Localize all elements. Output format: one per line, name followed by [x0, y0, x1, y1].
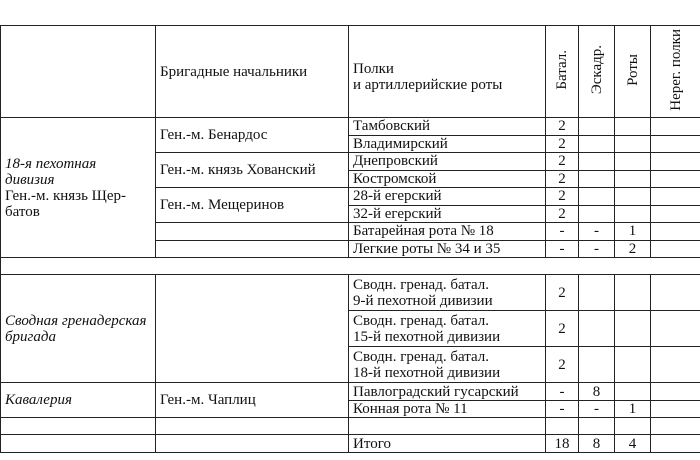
spacer-cell	[1, 258, 700, 275]
companies-value	[615, 153, 651, 171]
spacer-cell	[1, 418, 156, 435]
companies-value	[615, 205, 651, 223]
irregular-value	[651, 275, 700, 311]
battalions-value: 2	[546, 153, 579, 171]
battalions-value: 2	[546, 188, 579, 206]
unit-name: Днепровский	[349, 153, 546, 171]
battalions-value: -	[546, 240, 579, 258]
battalions-value: -	[546, 400, 579, 418]
irregular-value	[651, 153, 700, 171]
header-brigade-chiefs: Бригадные начальники	[156, 26, 349, 118]
unit-name: 32-й егерский	[349, 205, 546, 223]
spacer-cell	[546, 418, 579, 435]
total-squadrons: 8	[579, 435, 615, 453]
spacer-row	[1, 258, 700, 275]
squadrons-value	[579, 118, 615, 136]
division-18-name-line1: 18-я пехотная	[5, 155, 97, 172]
battalions-value: 2	[546, 311, 579, 347]
unit-name	[349, 347, 546, 383]
unit-name-line1: Сводн. гренад. батал.	[353, 276, 490, 293]
battalions-value: 2	[546, 135, 579, 153]
table-row	[1, 118, 700, 136]
irregular-value	[651, 170, 700, 188]
companies-value	[615, 188, 651, 206]
grenadier-name-line1: Сводная гренадерская	[5, 312, 147, 329]
header-squadrons: Эскадр.	[579, 26, 615, 118]
battalions-value: 2	[546, 275, 579, 311]
total-irregular	[651, 435, 700, 453]
header-regiments	[349, 26, 546, 118]
irregular-value	[651, 347, 700, 383]
squadrons-value	[579, 153, 615, 171]
companies-value	[615, 118, 651, 136]
unit-name-line2: 18-й пехотной дивизии	[353, 364, 501, 381]
irregular-value	[651, 400, 700, 418]
unit-name: 28-й егерский	[349, 188, 546, 206]
empty-chief-cell	[156, 223, 349, 241]
companies-value: 1	[615, 223, 651, 241]
battalions-value: 2	[546, 205, 579, 223]
companies-value	[615, 311, 651, 347]
total-label: Итого	[349, 435, 546, 453]
header-formation	[1, 26, 156, 118]
squadrons-value	[579, 205, 615, 223]
unit-name: Костромской	[349, 170, 546, 188]
spacer-cell	[156, 418, 349, 435]
spacer-row	[1, 418, 700, 435]
irregular-value	[651, 311, 700, 347]
total-companies: 4	[615, 435, 651, 453]
unit-name	[349, 311, 546, 347]
empty-chief-cell	[156, 240, 349, 258]
total-row	[1, 435, 700, 453]
unit-name-line2: 9-й пехотной дивизии	[353, 292, 493, 309]
irregular-value	[651, 118, 700, 136]
squadrons-value	[579, 170, 615, 188]
header-row	[1, 26, 700, 118]
squadrons-value: -	[579, 223, 615, 241]
companies-value: 2	[615, 240, 651, 258]
battalions-value: 2	[546, 347, 579, 383]
cavalry-cell: Кавалерия	[1, 383, 156, 418]
brigade-chief-2: Ген.-м. князь Хованский	[156, 153, 349, 188]
irregular-value	[651, 135, 700, 153]
unit-name: Легкие роты № 34 и 35	[349, 240, 546, 258]
unit-name: Тамбовский	[349, 118, 546, 136]
spacer-cell	[651, 418, 700, 435]
squadrons-value	[579, 135, 615, 153]
header-regiments-line2: и артиллерийские роты	[353, 76, 503, 93]
brigade-chief-3: Ген.-м. Мещеринов	[156, 188, 349, 223]
unit-name: Павлоградский гусарский	[349, 383, 546, 401]
irregular-value	[651, 188, 700, 206]
table-row	[1, 383, 700, 401]
irregular-value	[651, 205, 700, 223]
spacer-cell	[349, 418, 546, 435]
unit-name	[349, 275, 546, 311]
squadrons-value: -	[579, 240, 615, 258]
division-18-cell	[1, 118, 156, 258]
cavalry-chief: Ген.-м. Чаплиц	[156, 383, 349, 418]
unit-name: Конная рота № 11	[349, 400, 546, 418]
squadrons-value	[579, 347, 615, 383]
division-18-commander-line1: Ген.-м. князь Щер-	[5, 187, 126, 204]
unit-name: Батарейная рота № 18	[349, 223, 546, 241]
squadrons-value: 8	[579, 383, 615, 401]
companies-value	[615, 383, 651, 401]
irregular-value	[651, 240, 700, 258]
spacer-cell	[615, 418, 651, 435]
unit-name-line2: 15-й пехотной дивизии	[353, 328, 501, 345]
order-of-battle-table	[0, 25, 700, 453]
companies-value	[615, 170, 651, 188]
battalions-value: 2	[546, 170, 579, 188]
squadrons-value	[579, 188, 615, 206]
companies-value	[615, 135, 651, 153]
table-row	[1, 275, 700, 311]
companies-value: 1	[615, 400, 651, 418]
squadrons-value	[579, 311, 615, 347]
battalions-value: -	[546, 223, 579, 241]
division-18-commander-line2: батов	[5, 203, 40, 220]
brigade-chief-1: Ген.-м. Бенардос	[156, 118, 349, 153]
empty-cell	[156, 435, 349, 453]
battalions-value: -	[546, 383, 579, 401]
grenadier-name-line2: бригада	[5, 328, 56, 345]
header-regiments-line1: Полки	[353, 60, 394, 77]
header-battalions: Батал.	[546, 26, 579, 118]
squadrons-value	[579, 275, 615, 311]
battalions-value: 2	[546, 118, 579, 136]
grenadier-brigade-cell	[1, 275, 156, 383]
header-irregular: Нерег. полки	[651, 26, 700, 118]
spacer-cell	[579, 418, 615, 435]
unit-name: Владимирский	[349, 135, 546, 153]
irregular-value	[651, 383, 700, 401]
division-18-name-line2: дивизия	[5, 171, 55, 188]
empty-cell	[1, 435, 156, 453]
squadrons-value: -	[579, 400, 615, 418]
companies-value	[615, 347, 651, 383]
unit-name-line1: Сводн. гренад. батал.	[353, 312, 490, 329]
companies-value	[615, 275, 651, 311]
irregular-value	[651, 223, 700, 241]
total-battalions: 18	[546, 435, 579, 453]
header-companies: Роты	[615, 26, 651, 118]
unit-name-line1: Сводн. гренад. батал.	[353, 348, 490, 365]
empty-chief-cell	[156, 275, 349, 383]
